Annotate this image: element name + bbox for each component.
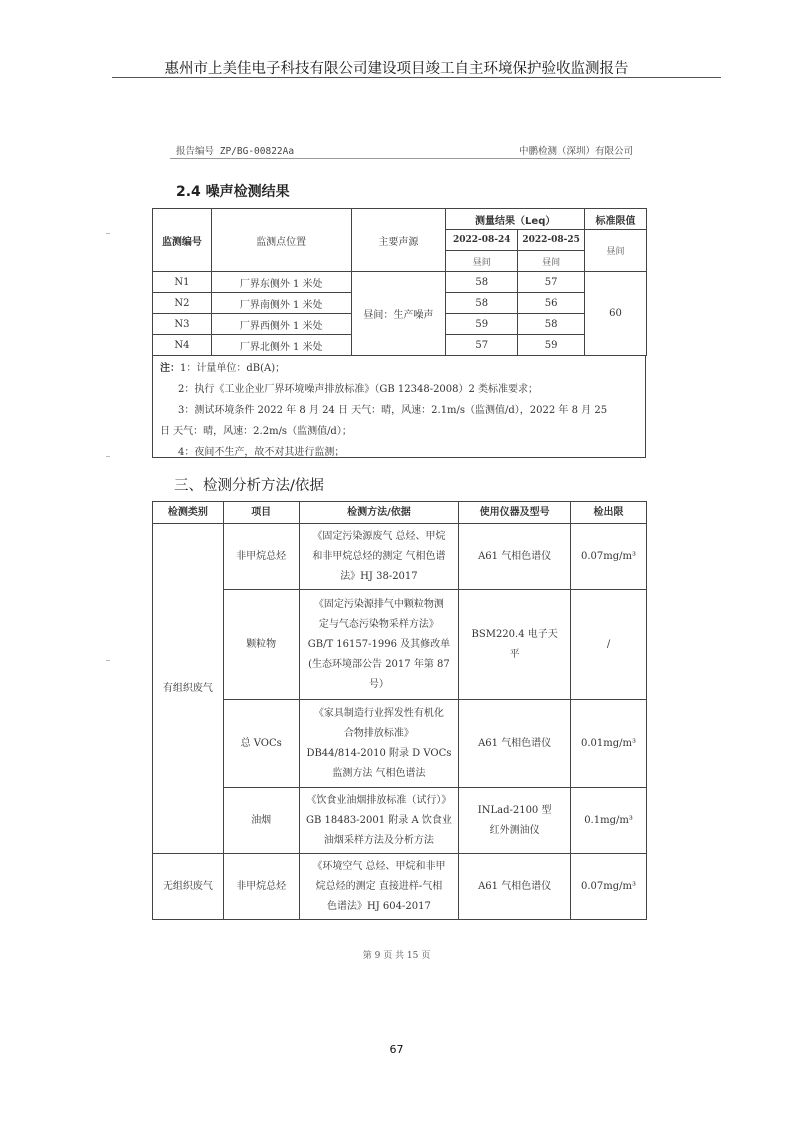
cell-value: 59: [518, 335, 585, 356]
cell-item: 油烟: [223, 788, 299, 854]
header-item: 项目: [223, 502, 299, 524]
cell-limit: 0.07mg/m³: [571, 854, 647, 920]
method-section-title: 三、检测分析方法/依据: [174, 478, 324, 494]
document-header: 惠州市上美佳电子科技有限公司建设项目竣工自主环境保护验收监测报告: [164, 61, 629, 77]
cell-limit: 0.1mg/m³: [571, 788, 647, 854]
header-instrument: 使用仪器及型号: [459, 502, 571, 524]
noise-section-title: 2.4 噪声检测结果: [176, 184, 290, 200]
page-number: 67: [389, 1043, 404, 1056]
note-3-cont: 日 天气：晴，风速：2.2m/s（监测值/d）；: [160, 426, 352, 437]
header-date-2: 2022-08-25: [518, 230, 585, 251]
method-table: [152, 501, 647, 920]
cell-location: 厂界北侧外 1 米处: [211, 335, 351, 356]
cell-location: 厂界东侧外 1 米处: [211, 272, 351, 293]
cell-id: N4: [153, 335, 212, 356]
note-1: 注：1：计量单位：dB(A)；: [160, 363, 286, 374]
cell-category: 有组织废气: [153, 524, 224, 854]
cell-instrument: A61 气相色谱仪: [459, 524, 571, 590]
cell-method: 《饮食业油烟排放标准（试行）》 GB 18483-2001 附录 A 饮食业 油烟采样方法及分析方法: [299, 788, 459, 854]
header-id: 监测编号: [153, 209, 212, 272]
cell-value: 57: [518, 272, 585, 293]
cell-limit: 60: [585, 272, 647, 356]
cell-value: 56: [518, 293, 585, 314]
cell-item: 总 VOCs: [223, 700, 299, 788]
cell-method: 《固定污染源排气中颗粒物测 定与气态污染物采样方法》 GB/T 16157-1996 及其修改单 (生态环境部公告 2017 年第 87 号）: [299, 590, 459, 700]
header-limit: 标准限值: [585, 209, 647, 230]
cell-instrument: BSM220.4 电子天 平: [459, 590, 571, 700]
header-rule: [112, 77, 721, 78]
scan-mark: [106, 233, 110, 234]
header-date-1: 2022-08-24: [446, 230, 518, 251]
cell-limit: 0.07mg/m³: [571, 524, 647, 590]
cell-instrument: INLad-2100 型 红外测油仪: [459, 788, 571, 854]
cell-value: 59: [446, 314, 518, 335]
table-row: [153, 524, 647, 590]
header-location: 监测点位置: [211, 209, 351, 272]
cell-id: N2: [153, 293, 212, 314]
table-row: [153, 590, 647, 700]
report-number: 报告编号 ZP/BG-00822Aa: [176, 146, 295, 157]
table-row: [153, 272, 647, 293]
header-detection-limit: 检出限: [571, 502, 647, 524]
table-row: [153, 854, 647, 920]
cell-id: N3: [153, 314, 212, 335]
scan-page-indicator: 第 9 页 共 15 页: [362, 951, 431, 961]
cell-limit: /: [571, 590, 647, 700]
scan-mark: [106, 456, 110, 457]
cell-method: 《环境空气 总烃、甲烷和非甲 烷总烃的测定 直接进样-气相 色谱法》HJ 604-2017: [299, 854, 459, 920]
cell-id: N1: [153, 272, 212, 293]
cell-item: 非甲烷总烃: [223, 854, 299, 920]
header-limit-period: 昼间: [585, 230, 647, 272]
meta-rule: [170, 158, 630, 159]
cell-method: 《家具制造行业挥发性有机化 合物排放标准》 DB44/814-2010 附录 D VOCs 监测方法 气相色谱法: [299, 700, 459, 788]
header-period-1: 昼间: [446, 251, 518, 272]
cell-category: 无组织废气: [153, 854, 224, 920]
cell-value: 58: [446, 272, 518, 293]
cell-value: 57: [446, 335, 518, 356]
cell-instrument: A61 气相色谱仪: [459, 700, 571, 788]
cell-source: 昼间：生产噪声: [351, 272, 446, 356]
header-category: 检测类别: [153, 502, 224, 524]
organization-name: 中鹏检测（深圳）有限公司: [518, 146, 633, 157]
noise-notes: [152, 355, 646, 458]
cell-item: 颗粒物: [223, 590, 299, 700]
cell-location: 厂界南侧外 1 米处: [211, 293, 351, 314]
cell-limit: 0.01mg/m³: [571, 700, 647, 788]
note-4: 4：夜间不生产，故不对其进行监测；: [178, 447, 345, 458]
note-3: 3：测试环境条件 2022 年 8 月 24 日 天气：晴，风速：2.1m/s（监测值/d），2022 年 8 月 25: [178, 405, 608, 416]
cell-value: 58: [518, 314, 585, 335]
noise-results-table: [152, 208, 647, 356]
cell-item: 非甲烷总烃: [223, 524, 299, 590]
cell-instrument: A61 气相色谱仪: [459, 854, 571, 920]
cell-method: 《固定污染源废气 总烃、甲烷 和非甲烷总烃的测定 气相色谱 法》HJ 38-2017: [299, 524, 459, 590]
header-method: 检测方法/依据: [299, 502, 459, 524]
header-period-2: 昼间: [518, 251, 585, 272]
header-source: 主要声源: [351, 209, 446, 272]
cell-value: 58: [446, 293, 518, 314]
scan-mark: [106, 660, 110, 661]
note-2: 2：执行《工业企业厂界环境噪声排放标准》（GB 12348-2008）2 类标准要求；: [178, 384, 539, 395]
cell-location: 厂界西侧外 1 米处: [211, 314, 351, 335]
header-result: 测量结果（Leq）: [446, 209, 585, 230]
table-row: [153, 788, 647, 854]
table-row: [153, 700, 647, 788]
